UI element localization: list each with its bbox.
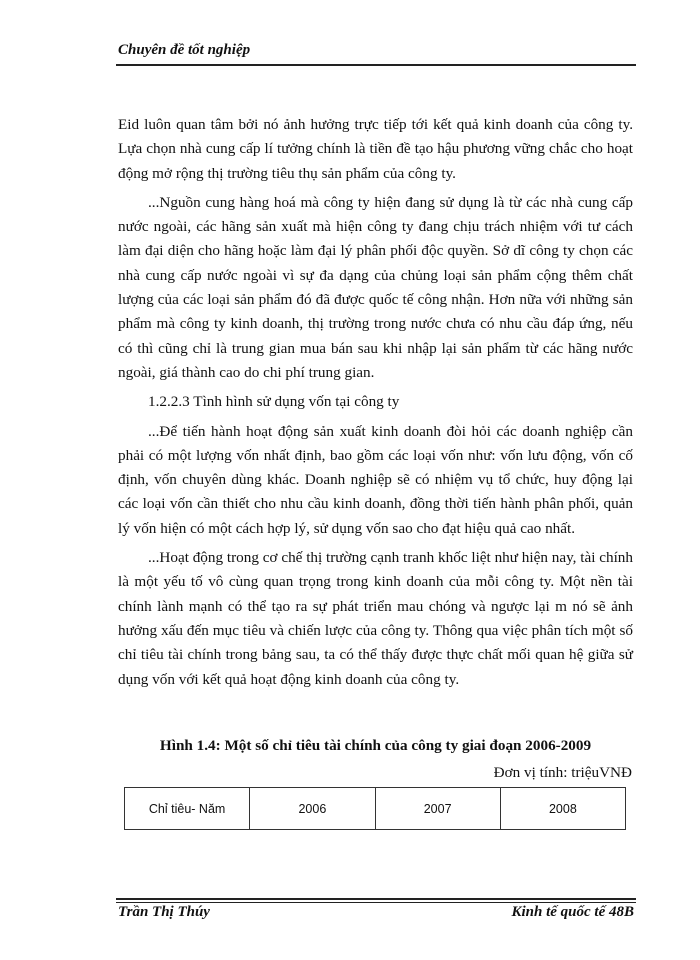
unit-label: Đơn vị tính: triệuVNĐ — [493, 764, 632, 781]
paragraph-3: ...Để tiến hành hoạt động sản xuất kinh doanh đòi hỏi các doanh nghiệp cần phải có một lượng vốn nhất định, bao gồm các loại vốn như: vốn lưu động, vốn cố định, vốn chuyên dùng khác. Doanh nghiệp sẽ có nhiệm vụ tổ chức, huy động lại các loại vốn cần thiết cho nhu cầu kinh doanh, đồng thời tiến hành phân phối, quản lý vốn hiện có một cách hợp lý, sử dụng vốn sao cho đạt hiệu quả cao nhất. — [118, 422, 633, 537]
footer-class: Kinh tế quốc tế 48B — [511, 904, 634, 920]
table-header-cell: 2006 — [250, 788, 375, 830]
paragraph-4: ...Hoạt động trong cơ chế thị trường cạnh tranh khốc liệt như hiện nay, tài chính là một yếu tố vô cùng quan trọng trong kinh doanh của mỗi công ty. Một nền tài chính lành mạnh có thể tạo ra sự phát triển mau chóng và ngược lại m nó sẽ ảnh hưởng xấu đến mục tiêu và chiến lược của công ty. Thông qua việc phân tích một số chỉ tiêu tài chính trong bảng sau, ta có thể thấy được thực chất mối quan hệ giữa sử dụng vốn với kết quả hoạt động kinh doanh của công ty. — [118, 549, 633, 688]
figure-caption: Hình 1.4: Một số chỉ tiêu tài chính của công ty giai đoạn 2006-2009 — [159, 737, 592, 754]
table-header-row — [125, 788, 626, 830]
footer-author: Trần Thị Thúy — [118, 904, 210, 920]
financial-table — [124, 787, 626, 830]
section-subheading: 1.2.2.3 Tình hình sử dụng vốn tại công ty — [148, 393, 400, 411]
page-header-title: Chuyên đề tốt nghiệp — [118, 42, 251, 58]
paragraph-2: ...Nguồn cung hàng hoá mà công ty hiện đang sử dụng là từ các nhà cung cấp nước ngoài, các hãng sản xuất mà hiện công ty đang chịu trách nhiệm với tư cách làm đại diện cho hãng hoặc làm đại lý phân phối độc quyền. Sở dĩ công ty chọn các nhà cung cấp nước ngoài vì sự đa dạng của chủng loại sản phẩm cộng thêm chất lượng của các loại sản phẩm đó đã được quốc tế công nhận. Hơn nữa với những sản phẩm mà công ty kinh doanh, thị trường trong nước chưa có nhu cầu đáp ứng, nếu có thì cũng chỉ là trung gian mua bán sau khi nhập lại sản phẩm từ các hãng nước ngoài, giá thành cao do chi phí trung gian. — [118, 193, 633, 381]
table-header-cell: 2008 — [500, 788, 625, 830]
footer-divider — [116, 898, 636, 900]
table-header-cell: Chỉ tiêu- Năm — [125, 788, 250, 830]
table-header-cell: 2007 — [375, 788, 500, 830]
paragraph-1: Eid luôn quan tâm bởi nó ảnh hưởng trực tiếp tới kết quả kinh doanh của công ty. Lựa chọn nhà cung cấp lí tưởng chính là tiền đề tạo hậu phương vững chắc cho hoạt động mở rộng thị trường tiêu thụ sản phẩm của công ty. — [118, 116, 633, 182]
document-body — [118, 113, 633, 697]
header-divider — [116, 64, 636, 66]
